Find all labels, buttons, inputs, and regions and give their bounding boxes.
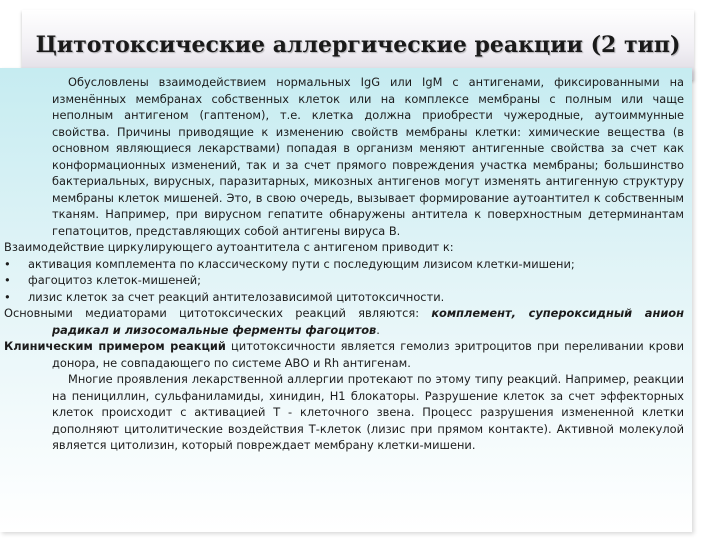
clinical-paragraph (4, 338, 684, 371)
slide-title: Цитотоксические аллергические реакции (2 тип) (35, 32, 681, 58)
mediators-emphasis: комплемент, супероксидный анион радикал и лизосомальные ферменты фагоцитов (52, 306, 684, 337)
mediators-paragraph (4, 305, 684, 338)
body-text (4, 74, 684, 454)
clinical-bold: Клиническим примером реакций (4, 339, 226, 353)
bullet-mark: • (4, 273, 11, 287)
bullet-text: фагоцитоз клеток-мишеней; (28, 273, 201, 287)
content-panel (0, 68, 692, 532)
bullet-item (4, 289, 684, 306)
bullet-item (4, 272, 684, 289)
bullet-item (4, 256, 684, 273)
bullet-text: активация комплемента по классическому пути с последующим лизисом клетки-мишени; (28, 256, 575, 271)
mediators-suffix: . (376, 322, 380, 337)
bullet-text: лизис клеток за счет реакций антителозависимой цитотоксичности. (28, 289, 445, 304)
mediators-prefix: Основными медиаторами цитотоксических реакций являются: (4, 306, 432, 320)
bullet-mark: • (4, 256, 11, 271)
drug-allergy-paragraph: Многие проявления лекарственной аллергии протекают по этому типу реакций. Например, реакции на пенициллин, сульфаниламиды, хинидин, Н1 блокаторы. Разрушение клеток за счет эффекторных клеток происходит с активацией Т - клеточного звена. Процесс разрушения измененной клетки дополняют цитолитические воздействия Т-клеток (лизис при прямом контакте). Активной молекулой является цитолизин, который повреждает мембрану клетки-мишени. (52, 372, 684, 452)
clinical-rest: цитотоксичности является гемолиз эритроцитов при переливании крови донора, не совпадающего по системе АВО и Rh антигенам. (52, 339, 684, 370)
interaction-intro: Взаимодействие циркулирующего аутоантитела с антигеном приводит к: (4, 240, 454, 254)
intro-paragraph: Обусловлены взаимодействием нормальных IgG или IgM с антигенами, фиксированными на изменённых мембранах собственных клеток или на комплексе мембраны с полным или чаще неполным антигеном (гаптеном), т.е. клетка должна приобрести чужеродные, аутоиммунные свойства. Причины приводящие к изменению свойств мембраны клетки: химические вещества (в основном являющиеся лекарствами) попадая в организм меняют антигенные свойства за счет как конформационных изменений, так и за счет прямого повреждения участка мембраны; большинство бактериальных, вирусных, паразитарных, микозных антигенов могут изменять антигенную структуру мембраны клеток мишеней. Это, в свою очередь, вызывает формирование аутоантител к собственным тканям. Например, при вирусном гепатите обнаружены антитела к поверхностным детерминантам гепатоцитов, представляющих собой антигены вируса В. (52, 75, 684, 238)
bullet-mark: • (4, 289, 11, 304)
